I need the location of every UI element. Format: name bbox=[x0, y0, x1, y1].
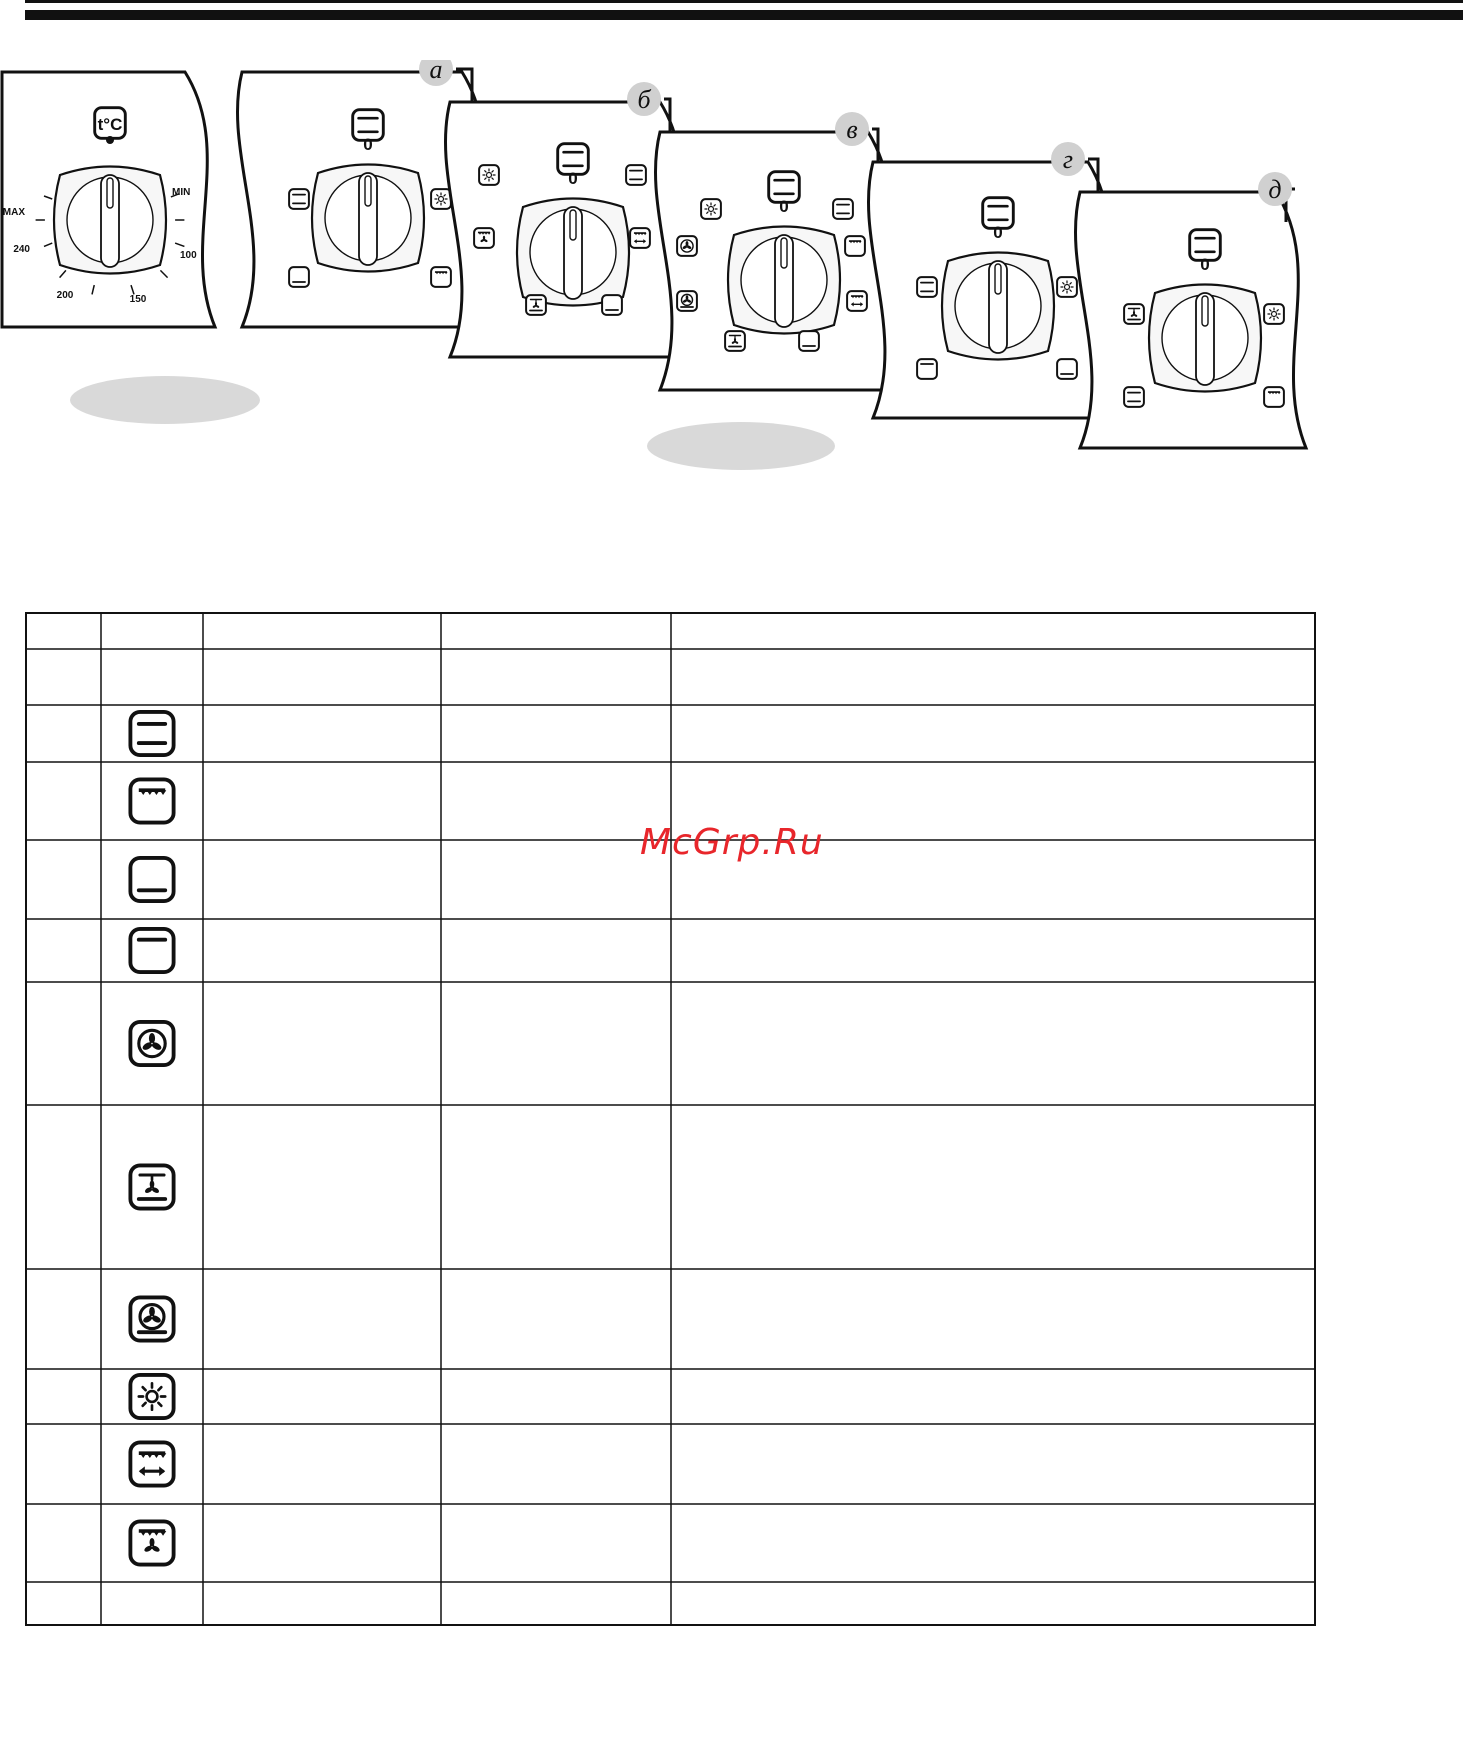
control-knob[interactable] bbox=[517, 199, 629, 306]
top-heat-icon bbox=[917, 359, 937, 379]
top-bottom-heat-icon bbox=[917, 277, 937, 297]
fan-bottom-icon bbox=[725, 331, 745, 351]
panel-letter: в bbox=[846, 115, 858, 144]
control-knob[interactable] bbox=[312, 165, 424, 272]
temperature-scale-label: 150 bbox=[129, 294, 147, 305]
lamp-icon bbox=[130, 1375, 173, 1418]
grill-fan-icon bbox=[630, 228, 650, 248]
panel-letter: а bbox=[429, 60, 443, 84]
top-bottom-heat-icon bbox=[833, 199, 853, 219]
bottom-heat-icon bbox=[799, 331, 819, 351]
panel-caption-oval bbox=[70, 376, 260, 424]
panel-letter: д bbox=[1268, 175, 1282, 204]
zero-position-label: 0 bbox=[993, 223, 1003, 242]
grill-icon bbox=[431, 267, 451, 287]
grill-fan-bottom-icon bbox=[130, 1521, 173, 1564]
bottom-heat-icon bbox=[289, 267, 309, 287]
lamp-icon bbox=[701, 199, 721, 219]
panel-letter: б bbox=[637, 85, 651, 114]
zero-position-label: 0 bbox=[1200, 255, 1210, 274]
temperature-scale-label: 240 bbox=[13, 244, 30, 255]
lamp-icon bbox=[1264, 304, 1284, 324]
top-heat-icon bbox=[130, 929, 173, 972]
fan-bottom-icon bbox=[130, 1165, 173, 1208]
grill-icon bbox=[130, 779, 173, 822]
header-rule-thick bbox=[25, 10, 1463, 20]
top-bottom-heat-icon bbox=[130, 712, 173, 755]
functions-table bbox=[25, 612, 1464, 1747]
panel-d bbox=[1075, 172, 1306, 448]
header-rule-thin bbox=[25, 0, 1463, 3]
ring-fan-icon bbox=[677, 236, 697, 256]
ring-fan-bottom-icon bbox=[677, 291, 697, 311]
zero-position-label: 0 bbox=[568, 169, 578, 188]
top-bottom-heat-icon bbox=[1124, 387, 1144, 407]
panel-b bbox=[445, 82, 690, 357]
ring-fan-bottom-icon bbox=[130, 1297, 173, 1340]
bottom-heat-icon bbox=[602, 295, 622, 315]
control-knob[interactable] bbox=[728, 227, 840, 334]
grill-fan-bottom-icon bbox=[474, 228, 494, 248]
grill-icon bbox=[1264, 387, 1284, 407]
thermostat-symbol: t°C bbox=[97, 114, 123, 134]
panel-letter: г bbox=[1062, 145, 1074, 174]
lamp-icon bbox=[479, 165, 499, 185]
knob-diagram bbox=[0, 60, 1468, 540]
panel-v bbox=[655, 112, 898, 390]
grill-fan-icon bbox=[130, 1442, 173, 1485]
zero-position-label: 0 bbox=[363, 135, 373, 154]
grill-icon bbox=[845, 236, 865, 256]
fan-bottom-icon bbox=[1124, 304, 1144, 324]
bottom-heat-icon bbox=[130, 858, 173, 901]
control-knob[interactable] bbox=[54, 167, 166, 274]
temperature-scale-label: MIN bbox=[172, 187, 191, 198]
thermometer-icon bbox=[95, 108, 126, 139]
temperature-scale-label: 100 bbox=[180, 250, 197, 261]
control-knob[interactable] bbox=[1149, 285, 1261, 392]
watermark: McGrp.Ru bbox=[640, 822, 824, 863]
panel-thermostat bbox=[2, 72, 215, 327]
temperature-scale-label: 200 bbox=[56, 290, 74, 301]
temperature-scale-label: MAX bbox=[2, 207, 25, 218]
grill-fan-icon bbox=[847, 291, 867, 311]
fan-bottom-icon bbox=[526, 295, 546, 315]
panel-caption-oval bbox=[647, 422, 835, 470]
thermostat-dot bbox=[106, 136, 114, 144]
control-knob[interactable] bbox=[942, 253, 1054, 360]
bottom-heat-icon bbox=[1057, 359, 1077, 379]
lamp-icon bbox=[1057, 277, 1077, 297]
lamp-icon bbox=[431, 189, 451, 209]
top-bottom-heat-icon bbox=[626, 165, 646, 185]
ring-fan-icon bbox=[130, 1022, 173, 1065]
top-bottom-heat-icon bbox=[289, 189, 309, 209]
zero-position-label: 0 bbox=[779, 197, 789, 216]
